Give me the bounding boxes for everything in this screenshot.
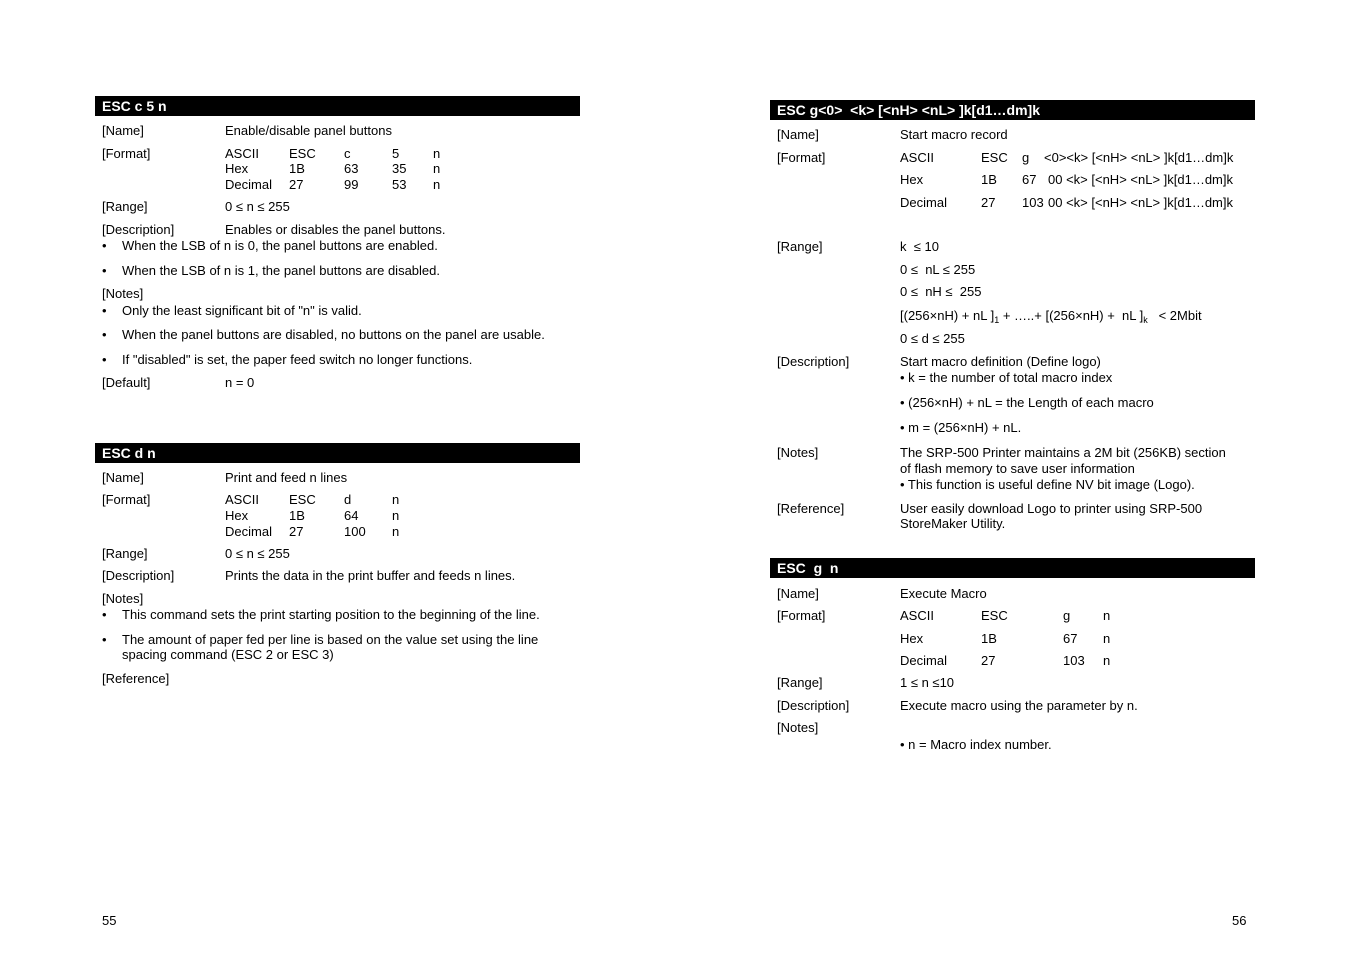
list-item: This command sets the print starting position to the beginning of the line. [122, 607, 540, 622]
bullet-icon: • [102, 238, 107, 253]
name-label: [Name] [102, 123, 144, 138]
format-cell: 67 [1022, 172, 1037, 187]
format-cell: n [433, 161, 441, 176]
format-cell: Decimal [225, 524, 272, 539]
format-cell: 99 [344, 177, 359, 192]
notes-line: • This function is useful define NV bit image (Logo). [900, 477, 1195, 492]
range-formula: [(256×nH) + nL ]$_1$ + …..+ [(256×nH) + nL ]$_k$ < 2Mbit [900, 308, 1202, 325]
bullet-icon: • [102, 263, 107, 278]
list-item: • m = (256×nH) + nL. [900, 420, 1022, 435]
format-cell: n [1103, 653, 1111, 668]
format-cell: 103 [1022, 195, 1044, 210]
format-cell: 27 [289, 177, 304, 192]
name-label: [Name] [102, 470, 144, 485]
list-item: • k = the number of total macro index [900, 370, 1113, 385]
page-number: 56 [1232, 913, 1247, 928]
format-label: [Format] [777, 150, 826, 165]
bullet-icon: • [102, 303, 107, 318]
format-cell: Hex [900, 172, 924, 187]
name-value: Enable/disable panel buttons [225, 123, 392, 138]
times-icon: × [1075, 308, 1083, 323]
description-label: [Description] [777, 698, 850, 713]
bullet-icon: • [102, 632, 107, 647]
format-cell: Decimal [225, 177, 272, 192]
list-item: • n = Macro index number. [900, 737, 1052, 752]
format-cell: 5 [392, 146, 400, 161]
notes-label: [Notes] [102, 591, 144, 606]
format-cell: ESC [289, 146, 316, 161]
format-cell: n [392, 524, 400, 539]
range-label: [Range] [102, 199, 148, 214]
reference-line: User easily download Logo to printer using SRP-500 [900, 501, 1203, 516]
format-label: [Format] [102, 146, 151, 161]
format-cell: ASCII [900, 150, 934, 165]
list-item: The amount of paper fed per line is based on the value set using the line [122, 632, 539, 647]
range-line: 0 ≤ nH ≤ 255 [900, 284, 982, 299]
format-cell: Hex [900, 631, 924, 646]
format-cell: 00 <k> [<nH> <nL> ]k[d1…dm]k [1048, 195, 1234, 210]
format-cell: 53 [392, 177, 407, 192]
name-value: Start macro record [900, 127, 1008, 142]
format-cell: 1B [289, 161, 305, 176]
format-cell: <0><k> [<nH> <nL> ]k[d1…dm]k [1044, 150, 1234, 165]
format-cell: 63 [344, 161, 359, 176]
format-cell: 1B [289, 508, 305, 523]
format-cell: Hex [225, 161, 249, 176]
format-cell: n [392, 508, 400, 523]
format-cell: ASCII [900, 608, 934, 623]
section-header-esc-d-n: ESC d n [95, 443, 580, 463]
notes-label: [Notes] [777, 720, 819, 735]
range-label: [Range] [777, 239, 823, 254]
default-value: n = 0 [225, 375, 255, 390]
page-number: 55 [102, 913, 117, 928]
format-cell: 103 [1063, 653, 1085, 668]
list-item: When the LSB of n is 0, the panel buttons are enabled. [122, 238, 438, 253]
description-value: Enables or disables the panel buttons. [225, 222, 446, 237]
notes-label: [Notes] [102, 286, 144, 301]
range-line: 0 ≤ nL ≤ 255 [900, 262, 976, 277]
times-icon: × [929, 308, 938, 323]
format-cell: c [344, 146, 351, 161]
range-value: 1 ≤ n ≤10 [900, 675, 955, 690]
format-label: [Format] [777, 608, 826, 623]
reference-line: StoreMaker Utility. [900, 516, 1006, 531]
default-label: [Default] [102, 375, 151, 390]
format-cell: d [344, 492, 352, 507]
name-label: [Name] [777, 586, 819, 601]
range-label: [Range] [777, 675, 823, 690]
format-cell: n [1103, 631, 1111, 646]
format-cell: 67 [1063, 631, 1078, 646]
format-cell: ASCII [225, 492, 259, 507]
bullet-icon: • [102, 352, 107, 367]
right-page [770, 0, 1255, 954]
list-item: • (256×nH) + nL = the Length of each macro [900, 395, 1154, 410]
format-cell: Hex [225, 508, 249, 523]
list-item: When the LSB of n is 1, the panel buttons are disabled. [122, 263, 440, 278]
range-value: 0 ≤ n ≤ 255 [225, 546, 290, 561]
range-line: k ≤ 10 [900, 239, 939, 254]
format-cell: 27 [289, 524, 304, 539]
format-cell: n [392, 492, 400, 507]
section-header-esc-g-macro: ESC g<0> <k> [<nH> <nL> ]k[d1…dm]k [770, 100, 1255, 120]
format-cell: g [1063, 608, 1071, 623]
list-item: When the panel buttons are disabled, no buttons on the panel are usable. [122, 327, 545, 342]
description-label: [Description] [102, 568, 175, 583]
notes-label: [Notes] [777, 445, 819, 460]
format-cell: ESC [289, 492, 316, 507]
section-header-esc-g-n: ESC g n [770, 558, 1255, 578]
list-item-continuation: spacing command (ESC 2 or ESC 3) [122, 647, 334, 662]
bullet-icon: • [102, 327, 107, 342]
name-value: Print and feed n lines [225, 470, 348, 485]
format-cell: ASCII [225, 146, 259, 161]
format-cell: Decimal [900, 653, 947, 668]
format-cell: ESC [981, 608, 1008, 623]
format-cell: n [1103, 608, 1111, 623]
format-cell: 35 [392, 161, 407, 176]
range-label: [Range] [102, 546, 148, 561]
description-label: [Description] [102, 222, 175, 237]
format-cell: 1B [981, 172, 997, 187]
format-label: [Format] [102, 492, 151, 507]
format-cell: n [433, 146, 441, 161]
range-value: 0 ≤ n ≤ 255 [225, 199, 290, 214]
notes-line: of flash memory to save user information [900, 461, 1135, 476]
format-cell: n [433, 177, 441, 192]
name-label: [Name] [777, 127, 819, 142]
description-value: Start macro definition (Define logo) [900, 354, 1101, 369]
section-header-esc-c-5-n: ESC c 5 n [95, 96, 580, 116]
format-cell: Decimal [900, 195, 947, 210]
list-item: If "disabled" is set, the paper feed switch no longer functions. [122, 352, 473, 367]
reference-label: [Reference] [102, 671, 170, 686]
format-cell: 00 <k> [<nH> <nL> ]k[d1…dm]k [1048, 172, 1234, 187]
notes-line: The SRP-500 Printer maintains a 2M bit (256KB) section [900, 445, 1226, 460]
format-cell: g [1022, 150, 1030, 165]
name-value: Execute Macro [900, 586, 987, 601]
format-cell: 1B [981, 631, 997, 646]
description-value: Prints the data in the print buffer and feeds n lines. [225, 568, 516, 583]
format-cell: 64 [344, 508, 359, 523]
range-line: 0 ≤ d ≤ 255 [900, 331, 965, 346]
format-cell: 27 [981, 195, 996, 210]
bullet-icon: • [102, 607, 107, 622]
format-cell: 27 [981, 653, 996, 668]
format-cell: 100 [344, 524, 366, 539]
format-cell: ESC [981, 150, 1008, 165]
list-item: Only the least significant bit of "n" is valid. [122, 303, 362, 318]
description-value: Execute macro using the parameter by n. [900, 698, 1138, 713]
description-label: [Description] [777, 354, 850, 369]
left-page [95, 0, 580, 954]
reference-label: [Reference] [777, 501, 845, 516]
